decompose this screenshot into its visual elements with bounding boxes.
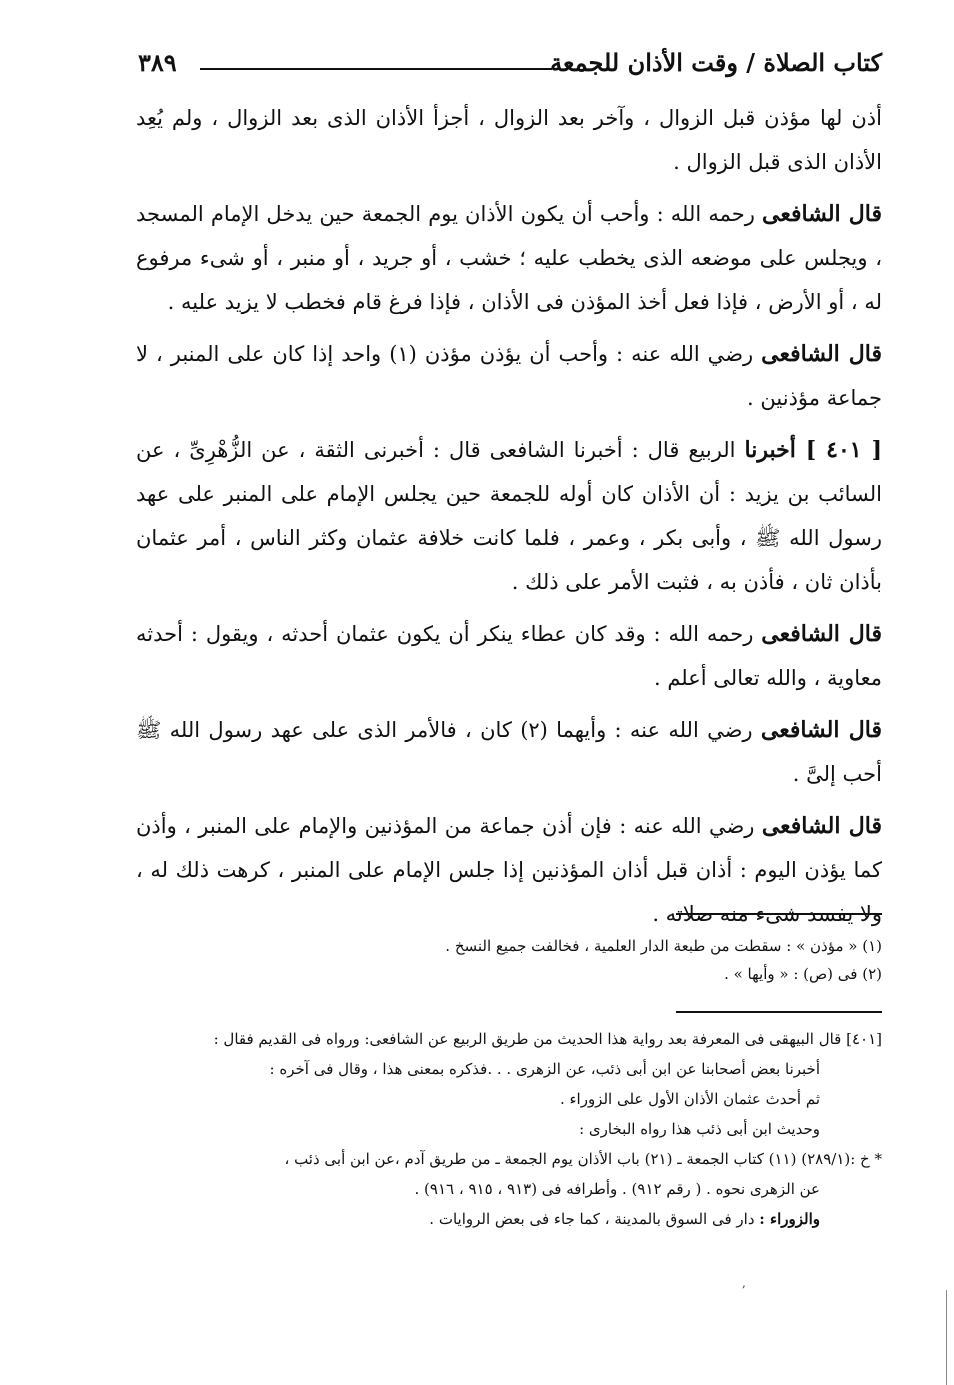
scan-edge-mark [946, 1290, 950, 1385]
page-number: ٣٨٩ [138, 48, 177, 77]
paragraph-shafii-4 [136, 708, 882, 796]
takhrij-notes [136, 1024, 882, 1234]
paragraph-text: رضي الله عنه : وأيهما (٢) كان ، فالأمر الذى على عهد رسول الله ﷺ أحب إلىَّ . [136, 718, 882, 786]
paragraph-shafii-5 [136, 804, 882, 936]
takhrij-bukhari-line-2: عن الزهرى نحوه . ( رقم ٩١٢) . وأطرافه فى (٩١٣ ، ٩١٥ ، ٩١٦) . [414, 1180, 820, 1198]
paragraph-lead: [ ٤٠١ ] أخبرنا [744, 437, 882, 463]
takhrij-separator [676, 1011, 882, 1013]
paragraph-lead: قال الشافعى [760, 717, 882, 743]
paragraph-text: الربيع قال : أخبرنا الشافعى قال : أخبرنى الثقة ، عن الزُّهْرِىِّ ، عن السائب بن يزيد : أن الأذان كان أوله للجمعة حين يجلس الإمام على المنبر على عهد رسول الله ﷺ ، وأبى بكر ، وعمر ، فلما كانت خلافة عثمان وكثر الناس ، أمر عثمان بأذان ثان ، فأذن به ، فثبت الأمر على ذلك . [136, 438, 882, 594]
scan-speck: , [742, 1276, 746, 1290]
footnotes [136, 932, 882, 988]
paragraph-text: رحمه الله : وأحب أن يكون الأذان يوم الجمعة حين يدخل الإمام المسجد ، ويجلس على موضعه الذى يخطب عليه ؛ خشب ، أو جريد ، أو منبر ، أو شىء مرفوع له ، أو الأرض ، فإذا فعل أخذ المؤذن فى الأذان ، فإذا فرغ قام فخطب لا يزيد عليه . [136, 202, 882, 314]
paragraph-shafii-3 [136, 612, 882, 700]
paragraph-continuation [136, 96, 882, 184]
footnote-1: (١) « مؤذن » : سقطت من طبعة الدار العلمية ، فخالفت جميع النسخ . [445, 937, 882, 955]
paragraph-text: أذن لها مؤذن قبل الزوال ، وآخر بعد الزوال ، أجزأ الأذان الذى بعد الزوال ، ولم يُعِد الأذان الذى قبل الزوال . [136, 106, 882, 174]
paragraph-text: رحمه الله : وقد كان عطاء ينكر أن يكون عثمان أحدثه ، ويقول : أحدثه معاوية ، والله تعالى أعلم . [136, 622, 882, 690]
paragraph-lead: قال الشافعى [761, 341, 882, 367]
paragraph-text: رضي الله عنه : فإن أذن جماعة من المؤذنين والإمام على المنبر ، وأذن كما يؤذن اليوم : أذان قبل أذان المؤذنين إذا جلس الإمام على المنبر ، كرهت ذلك له ، ولا يفسد شىء منه صلاته . [136, 814, 882, 926]
takhrij-zawra-line [136, 1204, 882, 1234]
paragraph-lead: قال الشافعى [761, 813, 882, 839]
takhrij-line: وحديث ابن أبى ذئب هذا رواه البخارى : [579, 1120, 820, 1138]
paragraph-lead: قال الشافعى [761, 621, 882, 647]
page-header [138, 48, 882, 88]
zawra-text: دار فى السوق بالمدينة ، كما جاء فى بعض الروايات . [429, 1210, 760, 1228]
paragraph-hadith-401 [136, 428, 882, 604]
header-rule [200, 68, 552, 70]
zawra-label: والزوراء : [759, 1210, 820, 1228]
takhrij-bukhari-line: * خ :(٢٨٩/١) (١١) كتاب الجمعة ـ (٢١) باب الأذان يوم الجمعة ـ من طريق آدم ،عن ابن أبى ذئب ، [284, 1150, 882, 1168]
paragraph-shafii-1 [136, 192, 882, 324]
takhrij-first-line: [٤٠١] قال البيهقى فى المعرفة بعد رواية هذا الحديث من طريق الربيع عن الشافعى: ورواه فى القديم فقال : [213, 1030, 882, 1048]
takhrij-line: أخبرنا بعض أصحابنا عن ابن أبى ذئب، عن الزهرى . . .فذكره بمعنى هذا ، وقال فى آخره : [269, 1060, 820, 1078]
paragraph-shafii-2 [136, 332, 882, 420]
main-text [136, 96, 882, 944]
paragraph-lead: قال الشافعى [762, 201, 882, 227]
footnote-separator [676, 913, 882, 915]
takhrij-line: ثم أحدث عثمان الأذان الأول على الزوراء . [559, 1090, 820, 1108]
running-title: كتاب الصلاة / وقت الأذان للجمعة [550, 48, 882, 77]
footnote-2: (٢) فى (ص) : « وأيها » . [724, 965, 882, 983]
paragraph-text: رضي الله عنه : وأحب أن يؤذن مؤذن (١) واحد إذا كان على المنبر ، لا جماعة مؤذنين . [136, 342, 882, 410]
